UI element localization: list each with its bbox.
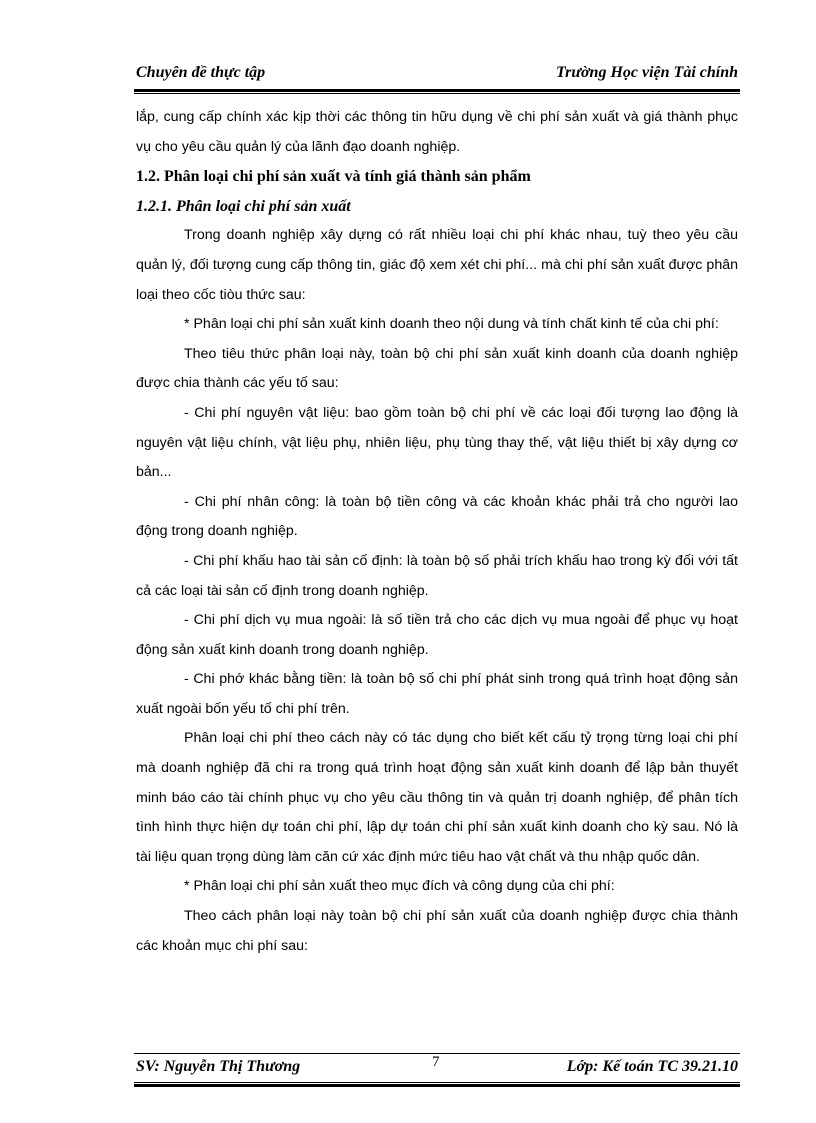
paragraph: * Phân loại chi phí sản xuất kinh doanh theo nội dung và tính chất kinh tế của chi phí: <box>184 316 719 333</box>
paragraph: lắp, cung cấp chính xác kịp thời các thông tin hữu dụng về chi phí sản xuất và giá thành phục vụ cho yêu cầu quản lý của lãnh đạo doanh nghiệp. <box>136 109 738 155</box>
paragraph: - Chi phí dịch vụ mua ngoài: là số tiền trả cho các dịch vụ mua ngoài để phục vụ hoạt động sản xuất kinh doanh trong doanh nghiệp. <box>136 612 738 658</box>
paragraph: - Chi phí khấu hao tài sản cố định: là toàn bộ số phải trích khấu hao trong kỳ đối với tất cả các loại tài sản cố định trong doanh nghiệp. <box>136 552 738 599</box>
header-rule <box>134 89 740 94</box>
page-header <box>136 62 738 88</box>
page-footer <box>136 1056 738 1082</box>
paragraph: Phân loại chi phí theo cách này có tác dụng cho biết kết cấu tỷ trọng từng loại chi phí mà doanh nghiệp đã chi ra trong quá trình hoạt động sản xuất kinh doanh để lập bản thuyết minh báo cáo tài chính phục vụ cho yêu cầu thông tin và quản trị doanh nghiệp, để phân tích tình hình thực hiện dự toán chi phí, lập dự toán chi phí sản xuất kinh doanh cho kỳ sau. Nó là tài liệu quan trọng dùng làm căn cứ xác định mức tiêu hao vật chất và thu nhập quốc dân. <box>136 730 738 865</box>
footer-bottom-rule <box>134 1082 740 1087</box>
paragraph: - Chi phớ khác bằng tiền: là toàn bộ số chi phí phát sinh trong quá trình hoạt động sản xuất ngoài bốn yếu tố chi phí trên. <box>136 671 738 717</box>
header-right-title: Trường Học viện Tài chính <box>555 64 738 81</box>
paragraph: Trong doanh nghiệp xây dựng có rất nhiều loại chi phí khác nhau, tuỳ theo yêu cầu quản lý, đối tượng cung cấp thông tin, giác độ xem xét chi phí... mà chi phí sản xuất được phân loại theo cốc tiòu thức sau: <box>136 227 738 303</box>
footer-class: Lớp: Kế toán TC 39.21.10 <box>566 1058 738 1075</box>
paragraph: - Chi phí nhân công: là toàn bộ tiền công và các khoản khác phải trả cho người lao động trong doanh nghiệp. <box>136 493 738 540</box>
paragraph: Theo cách phân loại này toàn bộ chi phí sản xuất của doanh nghiệp được chia thành các khoản mục chi phí sau: <box>136 908 738 954</box>
subsection-heading: 1.2.1. Phân loại chi phí sản xuất <box>136 197 351 215</box>
paragraph: Theo tiêu thức phân loại này, toàn bộ chi phí sản xuất kinh doanh của doanh nghiệp được chia thành các yếu tố sau: <box>136 345 738 392</box>
section-heading: 1.2. Phân loại chi phí sản xuất và tính giá thành sản phẩm <box>136 168 531 186</box>
paragraph: - Chi phí nguyên vật liệu: bao gồm toàn bộ chi phí về các loại đối tượng lao động là nguyên vật liệu chính, vật liệu phụ, nhiên liệu, phụ tùng thay thế, vật liệu thiết bị xây dựng cơ bản... <box>136 404 738 481</box>
footer-student-name: SV: Nguyễn Thị Thương <box>136 1058 301 1075</box>
paragraph: * Phân loại chi phí sản xuất theo mục đích và công dụng của chi phí: <box>184 878 615 895</box>
page-number: 7 <box>432 1054 440 1070</box>
document-body <box>136 103 738 961</box>
header-left-title: Chuyên đề thực tập <box>136 64 266 81</box>
